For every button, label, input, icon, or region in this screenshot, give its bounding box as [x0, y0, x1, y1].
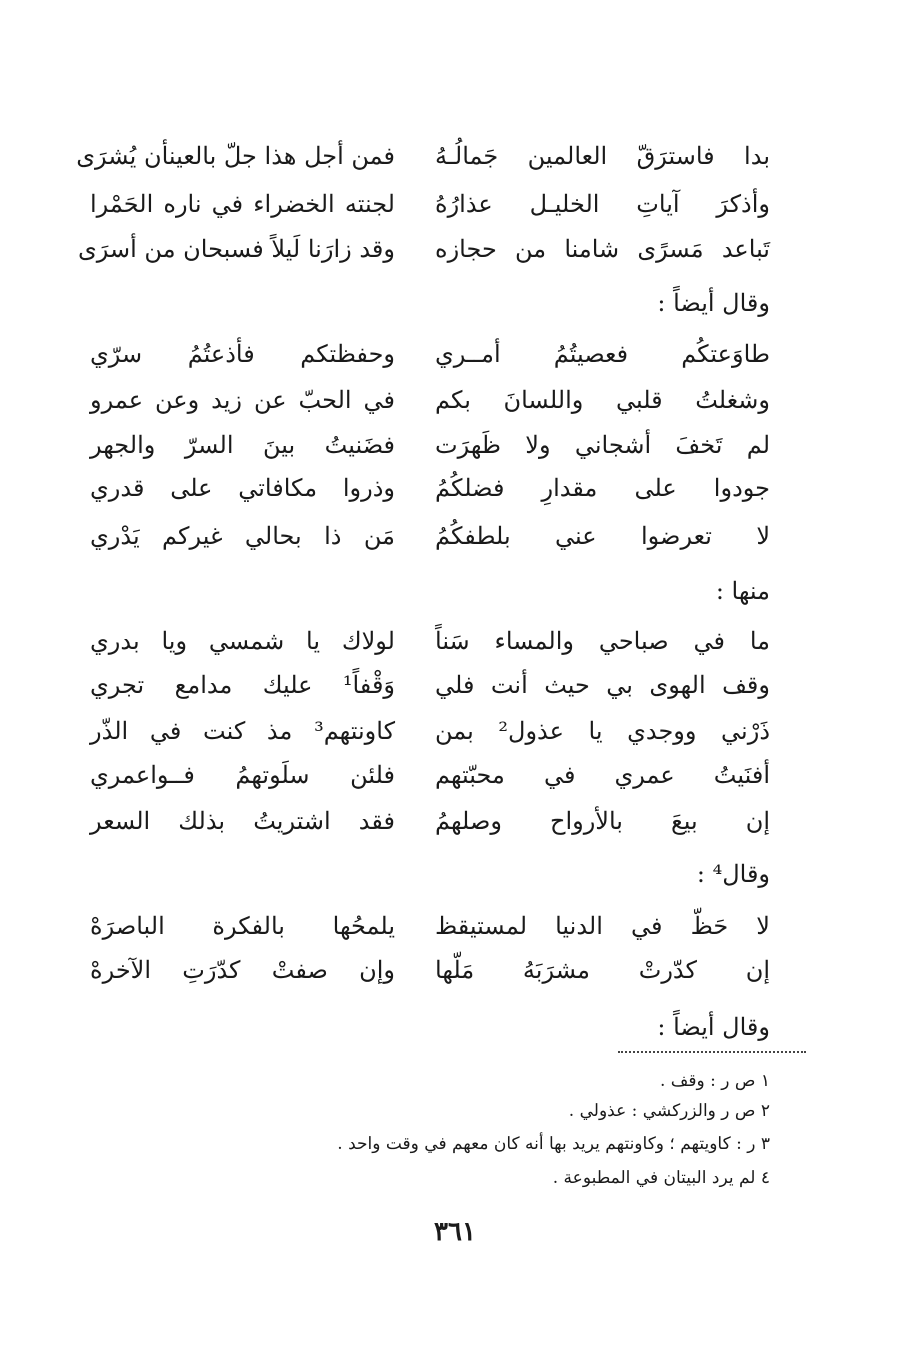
section-heading: وقال أيضاً :: [657, 289, 770, 317]
poem-verse: [90, 334, 770, 374]
first-hemistich: ذَرْني ووجدي يا عذول² بمن: [435, 717, 770, 745]
poem-verse: [77, 229, 770, 269]
second-hemistich: وحفظتكم فأذعتُمُ سرّي: [90, 340, 395, 368]
poem-verse: [90, 755, 770, 795]
second-hemistich: وقد زارَنا لَيلاً فسبحان من أسرَى: [77, 235, 395, 263]
poem-verse: [90, 425, 770, 465]
section-heading: وقال أيضاً :: [657, 1013, 770, 1041]
poem-verse: [90, 380, 770, 420]
first-hemistich: وأذكرَ آياتِ الخليـل عذارُهُ: [435, 190, 770, 218]
first-hemistich: وشغلتُ قلبي واللسانَ بكم: [435, 386, 770, 414]
second-hemistich: مَن ذا بحالي غيركم يَدْري: [90, 522, 395, 550]
poem-verse: [90, 711, 770, 751]
poem-verse: [90, 665, 770, 705]
second-hemistich: فلئن سلَوتهمُ فــواعمري: [90, 761, 395, 789]
first-hemistich: جودوا على مقدارِ فضلكُمُ: [435, 474, 770, 502]
footnote: ١ ص ر : وقف .: [660, 1071, 770, 1091]
first-hemistich: أفنَيتُ عمري في محبّتهم: [435, 761, 770, 789]
section-heading: وقال⁴ :: [696, 860, 770, 888]
second-hemistich: لولاك يا شمسي ويا بدري: [90, 627, 395, 655]
second-hemistich: لجنته الخضراء في ناره الحَمْرا: [90, 190, 395, 218]
first-hemistich: تَباعد مَسرًى شامنا من حجازه: [435, 235, 770, 263]
first-hemistich: لا تعرضوا عني بلطفكُمُ: [435, 522, 770, 550]
poem-verse: [90, 516, 770, 556]
poem-verse: [90, 801, 770, 841]
poem-verse: [90, 950, 770, 990]
second-hemistich: فقد اشتريتُ بذلك السعر: [90, 807, 395, 835]
first-hemistich: لا حَظّ في الدنيا لمستيقظ: [435, 912, 770, 940]
second-hemistich: فمن أجل هذا جلّ بالعينأن يُشرَى: [76, 142, 395, 170]
footnote: ٤ لم يرد البيتان في المطبوعة .: [552, 1168, 770, 1188]
second-hemistich: يلمحُها بالفكرة الباصرَهْ: [90, 912, 395, 940]
footnote: ٢ ص ر والزركشي : عذولي .: [568, 1101, 770, 1121]
poem-verse: [90, 184, 770, 224]
first-hemistich: ما في صباحي والمساء سَناً: [435, 627, 770, 655]
first-hemistich: إن كدّرتْ مشرَبَهُ مَلّها: [435, 956, 770, 984]
first-hemistich: إن بيعَ بالأرواح وصلهمُ: [435, 807, 770, 835]
poem-verse: [90, 468, 770, 508]
second-hemistich: كاونتهم³ مذ كنت في الذّر: [90, 717, 395, 745]
poem-verse: [90, 906, 770, 946]
first-hemistich: طاوَعتكُم فعصيتُمُ أمــري: [435, 340, 770, 368]
section-heading: منها :: [715, 577, 770, 605]
page-number: ٣٦١: [434, 1217, 476, 1247]
poem-verse: [76, 136, 770, 176]
second-hemistich: وإن صفتْ كدّرَتِ الآخرهْ: [90, 956, 395, 984]
second-hemistich: وذروا مكافاتي على قدري: [90, 474, 395, 502]
first-hemistich: بدا فاسترَقّ العالمين جَمالُـهُ: [435, 142, 770, 170]
first-hemistich: وقف الهوى بي حيث أنت فلي: [435, 671, 770, 699]
poem-verse: [90, 621, 770, 661]
footnote-separator: [618, 1051, 806, 1053]
second-hemistich: وَقْفاً¹ عليك مدامع تجري: [90, 671, 395, 699]
first-hemistich: لم تَخفَ أشجاني ولا ظَهرَت: [435, 431, 770, 459]
second-hemistich: في الحبّ عن زيد وعن عمرو: [90, 386, 395, 414]
second-hemistich: فضَنيتُ بينَ السرّ والجهر: [90, 431, 395, 459]
footnote: ٣ ر : كاويتهم ؛ وكاونتهم يريد بها أنه كان معهم في وقت واحد .: [337, 1134, 770, 1154]
